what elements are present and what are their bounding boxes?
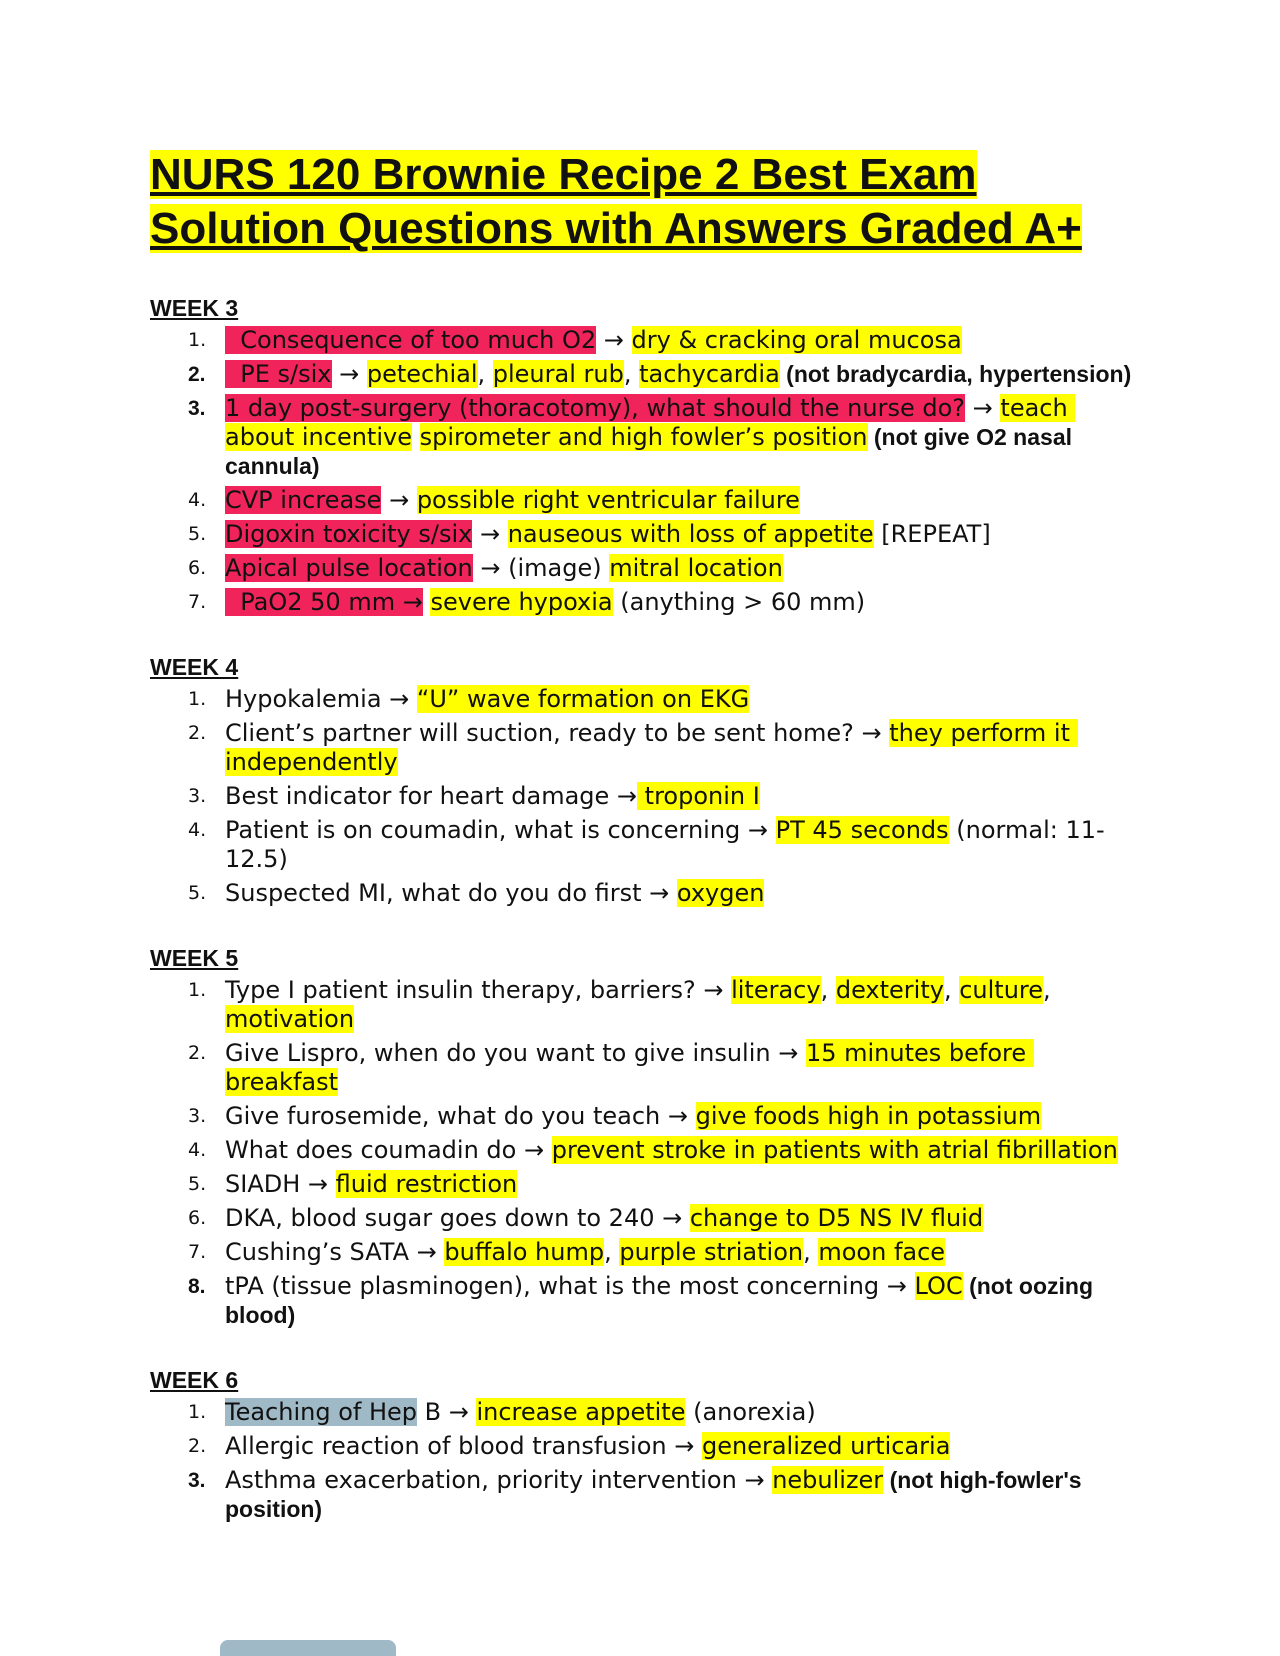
list-item [150,1272,1140,1330]
item-text: , [943,976,960,1004]
question-highlight: PaO2 50 mm → [225,588,423,616]
answer-highlight: spirometer and high fowler’s position [419,423,868,451]
document-page [150,148,1140,1529]
answer-highlight: dry & cracking oral mucosa [631,326,962,354]
week-heading: WEEK 5 [150,945,239,971]
list-item [150,326,1140,355]
list-item [150,520,1140,549]
answer-highlight: they perform it independently [225,719,1078,776]
item-text: , [604,1238,620,1266]
item-text: → [965,394,1001,422]
answer-highlight: change to D5 NS IV fluid [689,1204,984,1232]
list-number: 5. [188,1173,207,1195]
answer-highlight: petechial [366,360,478,388]
item-text: → [472,520,508,548]
list-item [150,588,1140,617]
list-item [150,1204,1140,1233]
question-highlight: 1 day post-surgery (thoracotomy), what should the nurse do? [225,394,966,422]
list-item [150,554,1140,583]
item-text: Give furosemide, what do you teach → [225,1102,696,1130]
week-section [150,653,1140,908]
item-text: (anything > 60 mm) [612,588,866,616]
week-heading: WEEK 3 [150,295,239,321]
bold-note: (not oozing blood) [225,1273,1100,1328]
item-text: Cushing’s SATA → [225,1238,445,1266]
question-list [150,1398,1140,1524]
list-item [150,879,1140,908]
answer-highlight: possible right ventricular failure [416,486,800,514]
list-item [150,1170,1140,1199]
answer-highlight: oxygen [676,879,765,907]
item-text: Best indicator for heart damage → [225,782,638,810]
question-highlight: Apical pulse location [225,554,473,582]
list-item [150,1136,1140,1165]
item-text: What does coumadin do → [225,1136,552,1164]
list-number: 3. [188,1105,207,1127]
list-number: 3. [188,1469,206,1492]
answer-highlight: motivation [225,1005,355,1033]
bold-note: (not bradycardia, hypertension) [779,361,1132,387]
list-number: 1. [188,979,207,1001]
title-line-1: NURS 120 Brownie Recipe 2 Best Exam [150,150,977,199]
answer-highlight: PT 45 seconds [775,816,949,844]
item-text: Allergic reaction of blood transfusion → [225,1432,702,1460]
item-text: → [331,360,367,388]
list-number: 2. [188,1042,207,1064]
week-heading: WEEK 4 [150,654,239,680]
list-number: 2. [188,1435,207,1457]
list-item [150,782,1140,811]
answer-highlight: “U” wave formation on EKG [416,685,750,713]
answer-highlight: severe hypoxia [430,588,613,616]
answer-highlight: purple striation [619,1238,804,1266]
list-number: 3. [188,785,207,807]
answer-highlight: generalized urticaria [702,1432,951,1460]
question-list [150,326,1140,617]
answer-highlight: teach about incentive [225,394,1076,451]
list-item [150,486,1140,515]
answer-highlight: give foods high in potassium [695,1102,1042,1130]
item-text: Client’s partner will suction, ready to be sent home? → [225,719,890,747]
list-number: 2. [188,363,206,386]
answer-highlight: pleural rub [492,360,624,388]
item-text: Give Lispro, when do you want to give insulin → [225,1039,806,1067]
question-list [150,976,1140,1330]
list-number: 6. [188,1207,207,1229]
item-text: Hypokalemia → [225,685,417,713]
answer-highlight: LOC [914,1272,963,1300]
list-item [150,1039,1140,1097]
week-section [150,1366,1140,1524]
item-text: [REPEAT] [873,520,991,548]
item-text: Patient is on coumadin, what is concerning → [225,816,776,844]
answer-highlight: nauseous with loss of appetite [507,520,874,548]
question-list [150,685,1140,908]
answer-highlight: moon face [818,1238,946,1266]
answer-highlight: fluid restriction [335,1170,518,1198]
bold-note: (not high-fowler's position) [225,1467,1088,1522]
week-heading: WEEK 6 [150,1367,239,1393]
list-item [150,1238,1140,1267]
list-number: 7. [188,591,207,613]
list-item [150,1432,1140,1461]
item-text: → [596,326,632,354]
list-number: 7. [188,1241,207,1263]
list-item [150,1398,1140,1427]
list-number: 1. [188,688,207,710]
answer-highlight: culture [959,976,1044,1004]
list-item [150,1102,1140,1131]
bold-note: (not give O2 nasal cannula) [225,424,1079,479]
list-number: 4. [188,1139,207,1161]
answer-highlight: mitral location [609,554,783,582]
item-text: SIADH → [225,1170,336,1198]
item-text: B → [417,1398,477,1426]
list-number: 5. [188,523,207,545]
list-number: 4. [188,489,207,511]
answer-highlight: 15 minutes before breakfast [225,1039,1034,1096]
list-number: 1. [188,329,207,351]
item-text: DKA, blood sugar goes down to 240 → [225,1204,690,1232]
item-text: (normal: 11-12.5) [225,816,1105,873]
question-highlight: Digoxin toxicity s/six [225,520,473,548]
item-text: , [803,1238,819,1266]
item-text [412,423,420,451]
list-number: 2. [188,722,207,744]
document-title [150,148,1140,256]
answer-highlight: buffalo hump [444,1238,605,1266]
answer-highlight: increase appetite [476,1398,686,1426]
item-text: → (image) [472,554,610,582]
week-section [150,294,1140,617]
list-number: 1. [188,1401,207,1423]
item-text: Asthma exacerbation, priority intervention → [225,1466,773,1494]
item-text: Type I patient insulin therapy, barriers? → [225,976,732,1004]
answer-highlight: troponin I [637,782,760,810]
item-text: Suspected MI, what do you do first → [225,879,677,907]
answer-highlight: prevent stroke in patients with atrial fibrillation [551,1136,1118,1164]
item-text: , [623,360,640,388]
list-item [150,394,1140,481]
list-number: 6. [188,557,207,579]
list-item [150,816,1140,874]
answer-highlight: tachycardia [639,360,780,388]
list-item [150,360,1140,389]
question-highlight: PE s/six [225,360,332,388]
item-text: tPA (tissue plasminogen), what is the most concerning → [225,1272,915,1300]
question-highlight: CVP increase [225,486,382,514]
question-highlight: Consequence of too much O2 [225,326,597,354]
list-number: 8. [188,1275,206,1298]
answer-highlight: literacy [731,976,821,1004]
list-item [150,719,1140,777]
week-section [150,944,1140,1330]
title-line-2: Solution Questions with Answers Graded A+ [150,204,1082,253]
answer-highlight: dexterity [835,976,944,1004]
list-item [150,685,1140,714]
list-item [150,976,1140,1034]
item-text: → [381,486,417,514]
item-text: , [1043,976,1059,1004]
item-text: , [477,360,493,388]
scribbled-text: Teaching of Hep [225,1398,418,1426]
list-number: 5. [188,882,207,904]
scribble-mark [220,1640,396,1656]
list-number: 4. [188,819,207,841]
item-text: (anorexia) [685,1398,816,1426]
item-text: , [820,976,836,1004]
list-number: 3. [188,397,206,420]
answer-highlight: nebulizer [772,1466,884,1494]
list-item [150,1466,1140,1524]
